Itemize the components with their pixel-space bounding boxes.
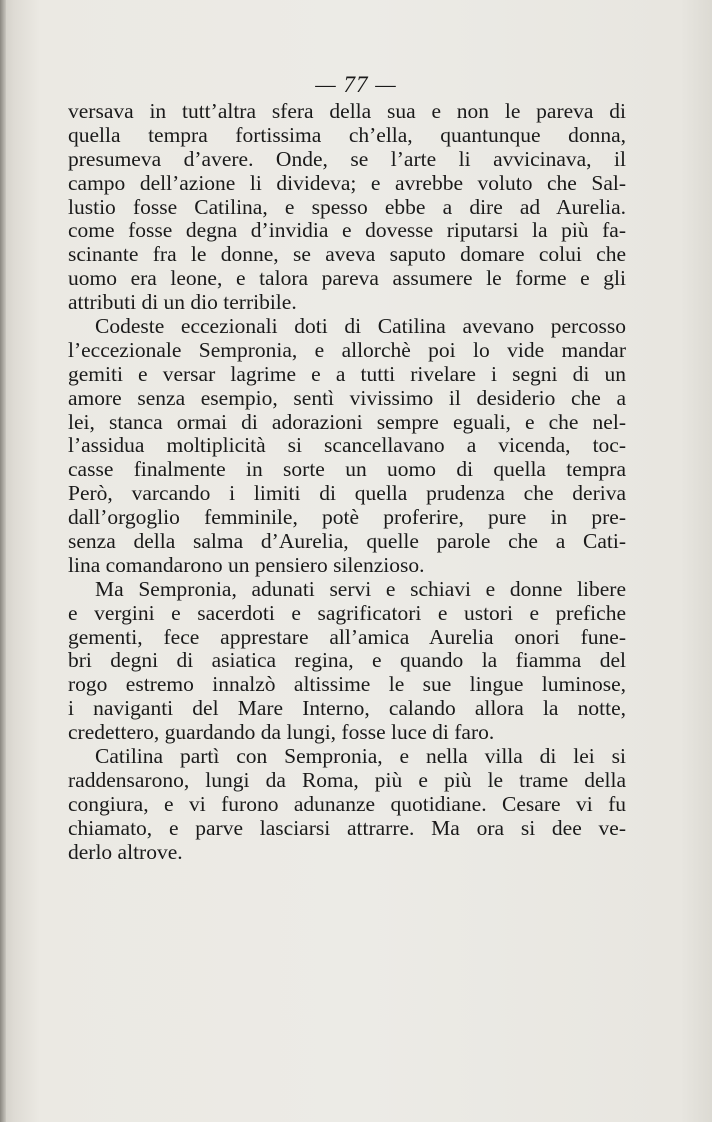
text-line: lustio fosse Catilina, e spesso ebbe a dire ad Aurelia. xyxy=(68,194,626,219)
text-line: congiura, e vi furono adunanze quotidiane. Cesare vi fu xyxy=(68,791,626,816)
text-line: e vergini e sacerdoti e sagrificatori e ustori e prefiche xyxy=(68,600,626,625)
text-line: l’assidua moltiplicità si scancellavano a vicenda, toc- xyxy=(68,433,626,458)
text-line: senza della salma d’Aurelia, quelle parole che a Cati- xyxy=(68,529,626,554)
text-line: quella tempra fortissima ch’ella, quantunque donna, xyxy=(68,122,626,147)
text-line: come fosse degna d’invidia e dovesse riputarsi la più fa- xyxy=(68,218,626,243)
text-line: dall’orgoglio femminile, potè proferire, pure in pre- xyxy=(68,505,626,530)
page-number: — 77 — xyxy=(315,72,397,97)
text-line: derlo altrove. xyxy=(68,839,183,864)
text-line: versava in tutt’altra sfera della sua e non le pareva di xyxy=(68,99,626,123)
text-line: Catilina partì con Sempronia, e nella villa di lei si xyxy=(95,744,626,769)
text-line: bri degni di asiatica regina, e quando la fiamma del xyxy=(68,648,626,673)
text-line: credettero, guardando da lungi, fosse luce di faro. xyxy=(68,720,495,745)
text-line: l’eccezionale Sempronia, e allorchè poi lo vide mandar xyxy=(68,337,626,362)
page-binding-edge xyxy=(0,0,6,1122)
text-line: gemiti e versar lagrime e a tutti rivelare i segni di un xyxy=(68,361,626,386)
text-line: raddensarono, lungi da Roma, più e più le trame della xyxy=(68,767,626,792)
body-text xyxy=(68,100,626,865)
text-line: chiamato, e parve lasciarsi attrarre. Ma ora si dee ve- xyxy=(68,815,626,840)
text-line: Ma Sempronia, adunati servi e schiavi e donne libere xyxy=(95,576,626,601)
text-line: Però, varcando i limiti di quella prudenza che deriva xyxy=(68,481,626,506)
text-line: i naviganti del Mare Interno, calando allora la notte, xyxy=(68,696,626,721)
text-line: lina comandarono un pensiero silenzioso. xyxy=(68,552,425,577)
text-line: scinante fra le donne, se aveva saputo domare colui che xyxy=(68,242,626,267)
text-line: rogo estremo innalzò altissime le sue lingue luminose, xyxy=(68,672,626,697)
text-line: amore senza esempio, sentì vivissimo il desiderio che a xyxy=(68,385,626,410)
text-line: casse finalmente in sorte un uomo di quella tempra xyxy=(68,457,626,482)
text-line: gementi, fece apprestare all’amica Aurelia onori fune- xyxy=(68,624,626,649)
text-line: presumeva d’avere. Onde, se l’arte li avvicinava, il xyxy=(68,146,626,171)
text-line: attributi di un dio terribile. xyxy=(68,290,297,315)
text-line: uomo era leone, e talora pareva assumere le forme e gli xyxy=(68,266,626,291)
text-line: Codeste eccezionali doti di Catilina avevano percosso xyxy=(95,314,626,339)
text-line: campo dell’azione li divideva; e avrebbe voluto che Sal- xyxy=(68,170,626,195)
text-line: lei, stanca ormai di adorazioni sempre eguali, e che nel- xyxy=(68,409,626,434)
